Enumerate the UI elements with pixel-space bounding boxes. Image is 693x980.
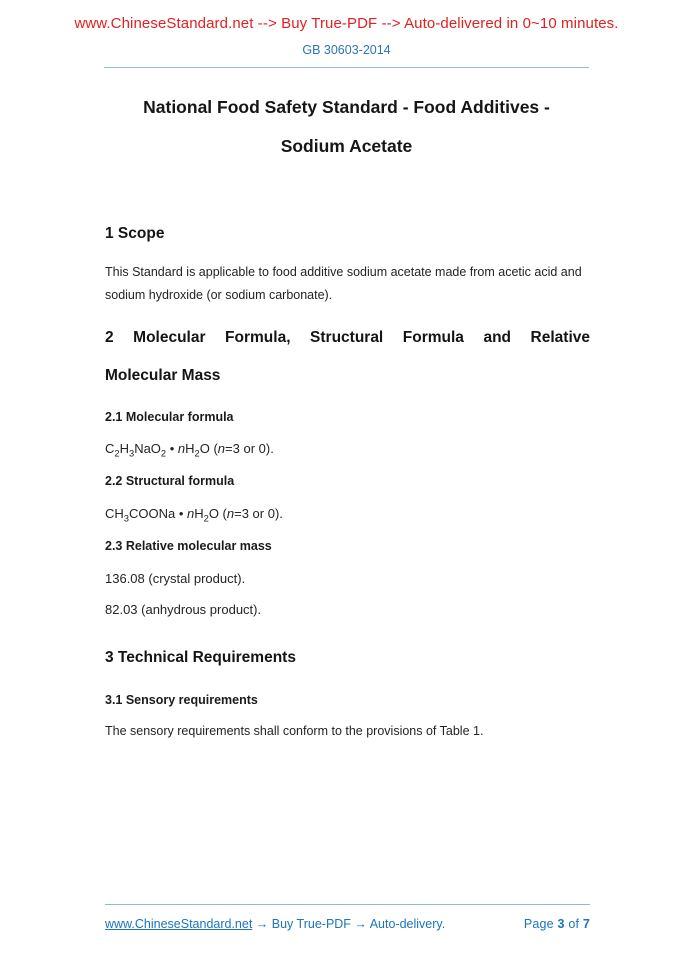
scope-paragraph: This Standard is applicable to food additive sodium acetate made from acetic acid and sodium hydroxide (or sodium carbonate). bbox=[105, 265, 582, 302]
section-scope-heading: 1 Scope bbox=[105, 225, 165, 242]
mass-crystal: 136.08 (crystal product). bbox=[105, 571, 246, 586]
section-formula-heading-line1: 2 Molecular Formula, Structural Formula and Relative bbox=[105, 329, 590, 346]
sub-relative-mass: 2.3 Relative molecular mass bbox=[105, 539, 272, 553]
document-title-line1: National Food Safety Standard - Food Additives - bbox=[143, 97, 550, 117]
section-formula-heading bbox=[105, 319, 590, 395]
standard-number: GB 30603-2014 bbox=[302, 43, 391, 57]
molecular-formula: $C_2H_3NaO_2$ • $nH_2O$ (n=3 or 0). bbox=[105, 441, 274, 459]
page-indicator: Page 3 of 7 bbox=[523, 917, 590, 931]
footer-site-link[interactable]: www.ChineseStandard.net bbox=[105, 917, 253, 931]
sub-sensory-requirements: 3.1 Sensory requirements bbox=[105, 693, 258, 707]
document-title-line2: Sodium Acetate bbox=[280, 136, 413, 156]
footer-tagline: → Buy True-PDF → Auto-delivery. bbox=[252, 917, 446, 931]
header-divider bbox=[104, 67, 589, 68]
footer-left bbox=[105, 916, 445, 933]
structural-formula: $CH_3COONa$ • $nH_2O$ (n=3 or 0). bbox=[105, 506, 283, 524]
page-footer bbox=[105, 904, 590, 933]
promo-banner: www.ChineseStandard.net --> Buy True-PDF --> Auto-delivered in 0~10 minutes. bbox=[74, 15, 619, 32]
section-formula-heading-line2: Molecular Mass bbox=[105, 367, 221, 384]
document-title bbox=[0, 88, 693, 166]
document-body bbox=[105, 222, 590, 743]
mass-anhydrous: 82.03 (anhydrous product). bbox=[105, 602, 262, 617]
section-technical-heading: 3 Technical Requirements bbox=[105, 649, 296, 666]
sensory-paragraph: The sensory requirements shall conform to the provisions of Table 1. bbox=[105, 724, 484, 738]
sub-structural-formula: 2.2 Structural formula bbox=[105, 474, 235, 488]
sub-molecular-formula: 2.1 Molecular formula bbox=[105, 410, 234, 424]
